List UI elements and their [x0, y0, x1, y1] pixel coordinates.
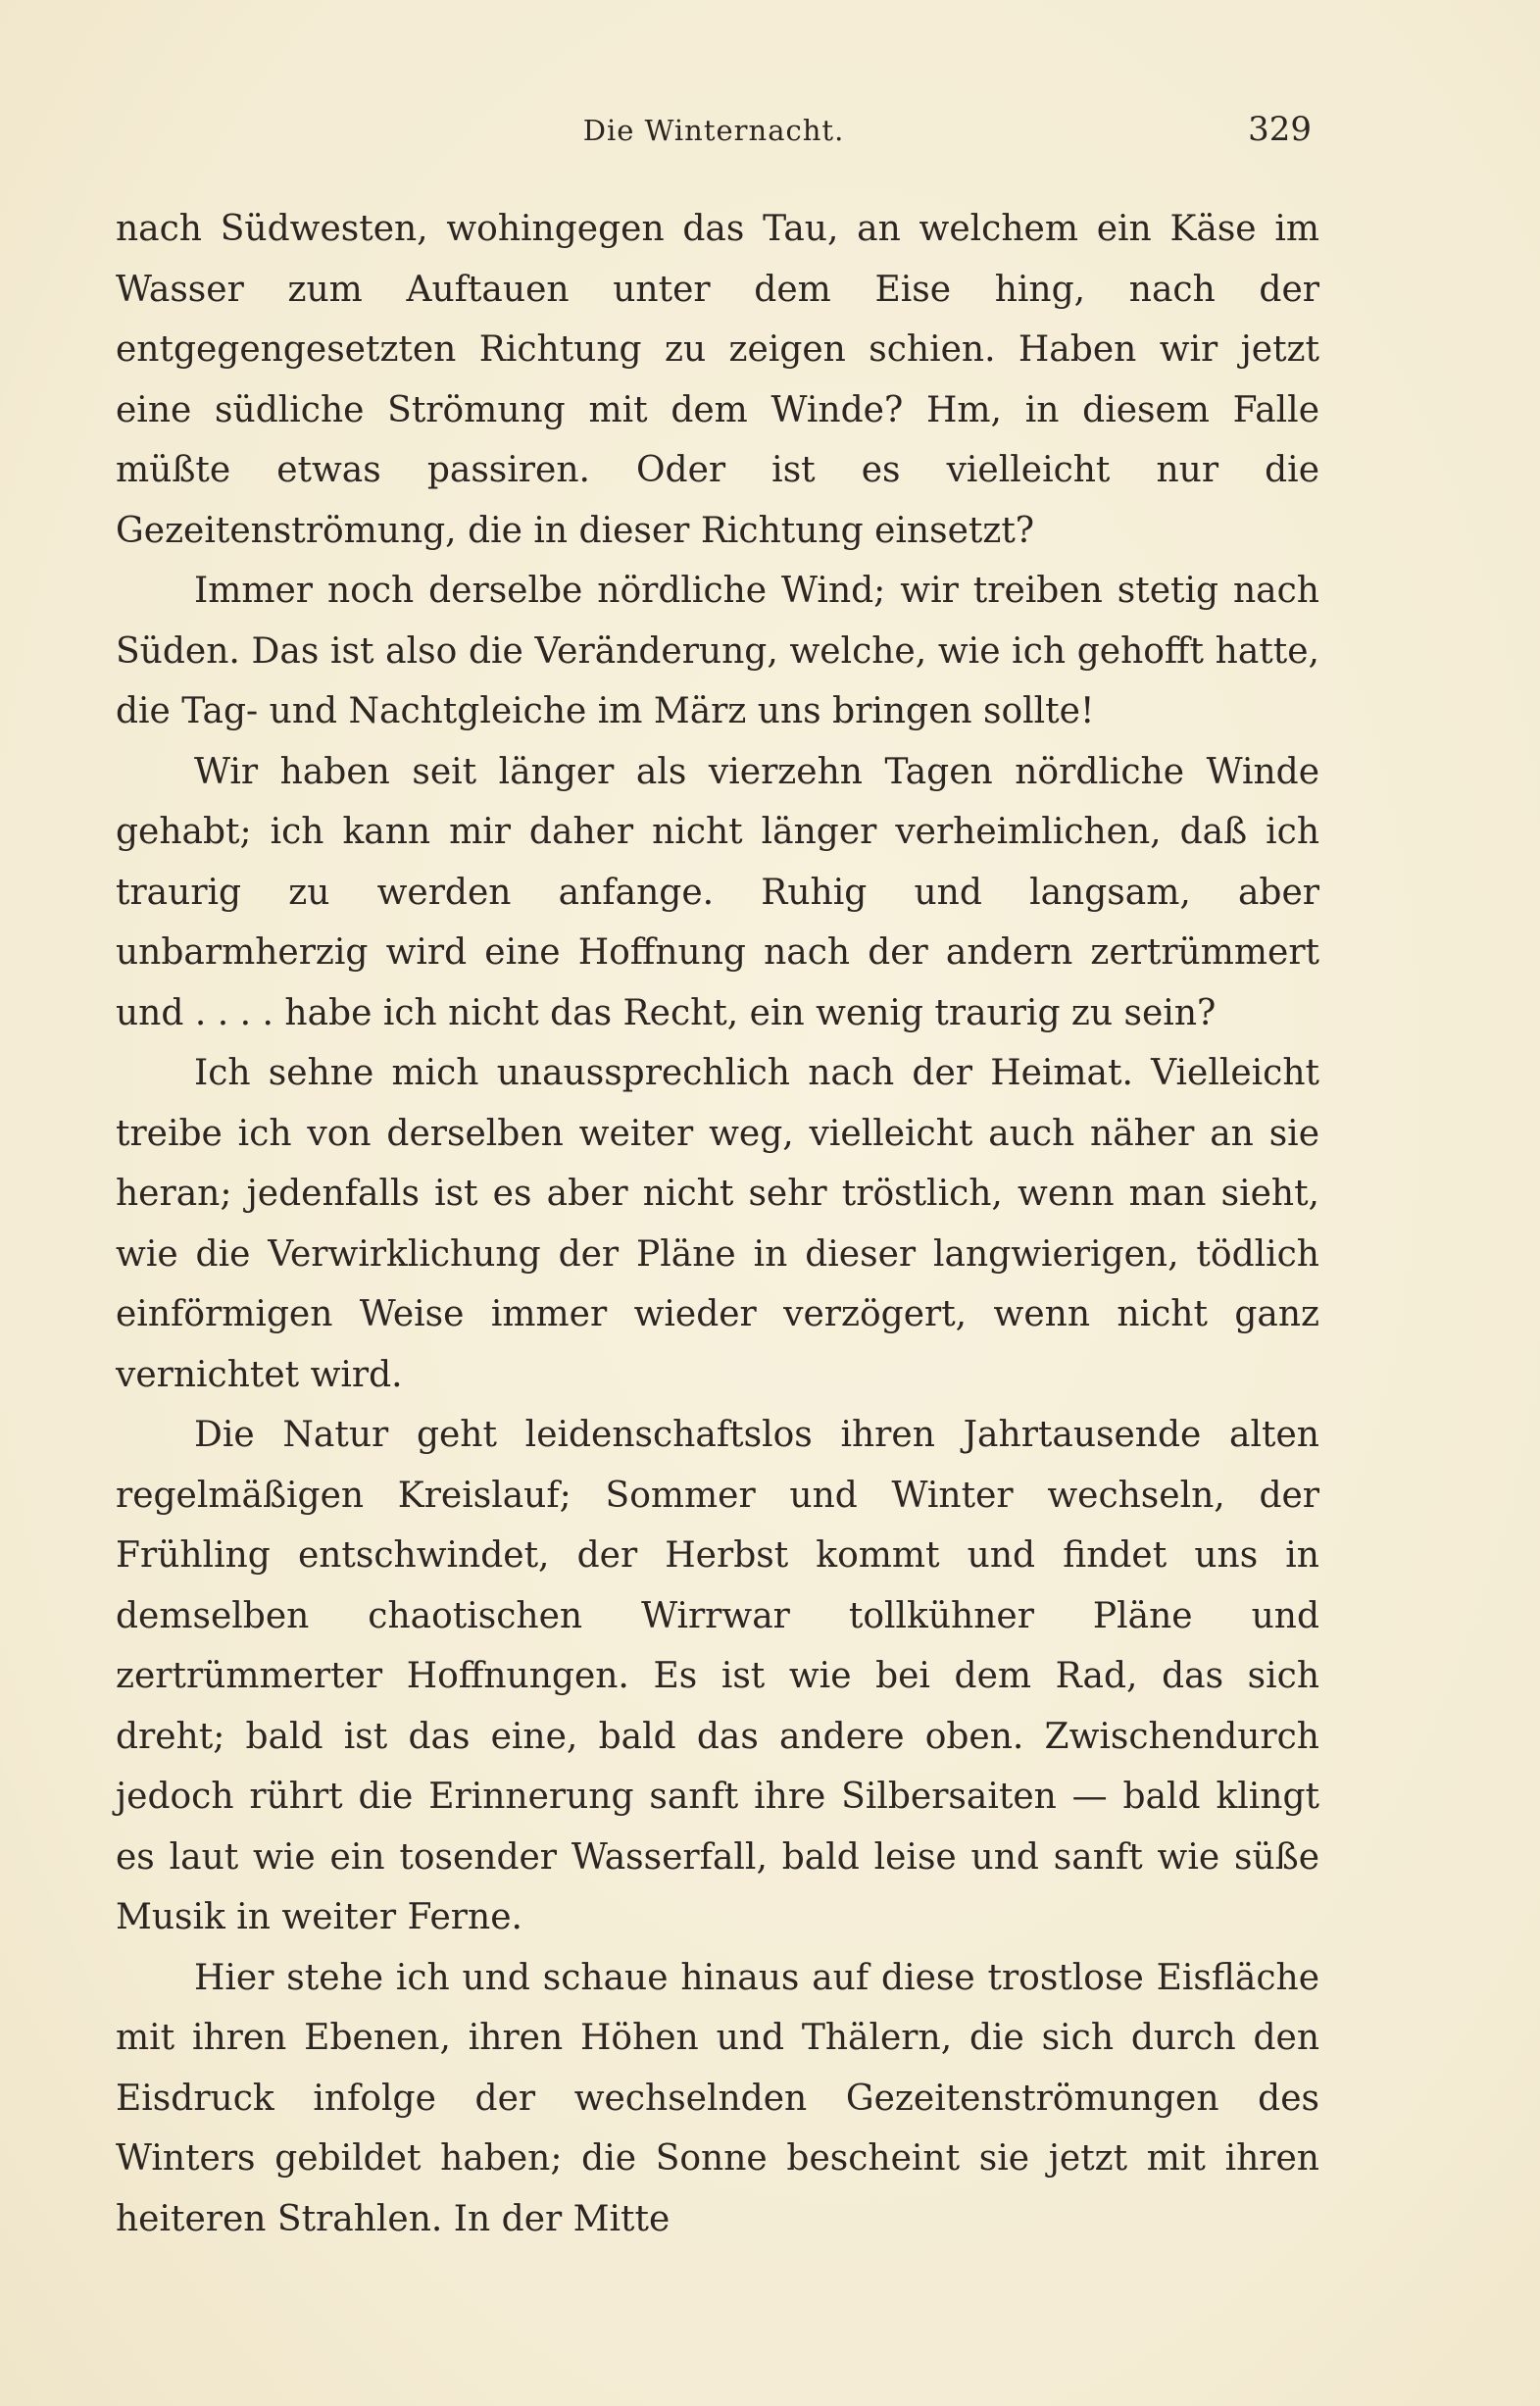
paragraph: Hier stehe ich und schaue hinaus auf diese trostlose Eisfläche mit ihren Ebenen, ihren Höhen und Thälern, die sich durch den Eisdruck infolge der wechselnden Gezeitenströmungen des Winters gebildet haben; die Sonne bescheint sie jetzt mit ihren heiteren Strahlen. In der Mitte — [116, 1957, 1319, 2239]
paragraph: Wir haben seit länger als vierzehn Tagen nördliche Winde gehabt; ich kann mir daher nicht länger verheimlichen, daß ich traurig zu werden anfange. Ruhig und langsam, aber unbarmherzig wird eine Hoffnung nach der andern zertrümmert und . . . . habe ich nicht das Recht, ein wenig traurig zu sein? — [116, 751, 1319, 1033]
page-header — [116, 108, 1312, 163]
paragraph: Ich sehne mich unaussprechlich nach der Heimat. Vielleicht treibe ich von derselben weiter weg, vielleicht auch näher an sie heran; jedenfalls ist es aber nicht sehr tröstlich, wenn man sieht, wie die Verwirklichung der Pläne in dieser langwierigen, tödlich einförmigen Weise immer wieder verzögert, wenn nicht ganz vernichtet wird. — [116, 1053, 1319, 1395]
page-number: 329 — [1248, 110, 1312, 149]
running-title: Die Winternacht. — [582, 114, 845, 147]
paragraph: Immer noch derselbe nördliche Wind; wir treiben stetig nach Süden. Das ist also die Veränderung, welche, wie ich gehofft hatte, die Tag- und Nachtgleiche im März uns bringen sollte! — [116, 571, 1319, 731]
paragraph: nach Südwesten, wohingegen das Tau, an welchem ein Käse im Wasser zum Auftauen unter dem Eise hing, nach der entgegengesetzten Richtung zu zeigen schien. Haben wir jetzt eine südliche Strömung mit dem Winde? Hm, in diesem Falle müßte etwas passiren. Oder ist es vielleicht nur die Gezeitenströmung, die in dieser Richtung einsetzt? — [116, 209, 1319, 551]
body-text — [116, 199, 1319, 2249]
paragraph: Die Natur geht leidenschaftslos ihren Jahrtausende alten regelmäßigen Kreislauf; Sommer und Winter wechseln, der Frühling entschwindet, der Herbst kommt und findet uns in demselben chaotischen Wirrwar tollkühner Pläne und zertrümmerter Hoffnungen. Es ist wie bei dem Rad, das sich dreht; bald ist das eine, bald das andere oben. Zwischendurch jedoch rührt die Erinnerung sanft ihre Silbersaiten — bald klingt es laut wie ein tosender Wasserfall, bald leise und sanft wie süße Musik in weiter Ferne. — [116, 1415, 1319, 1937]
